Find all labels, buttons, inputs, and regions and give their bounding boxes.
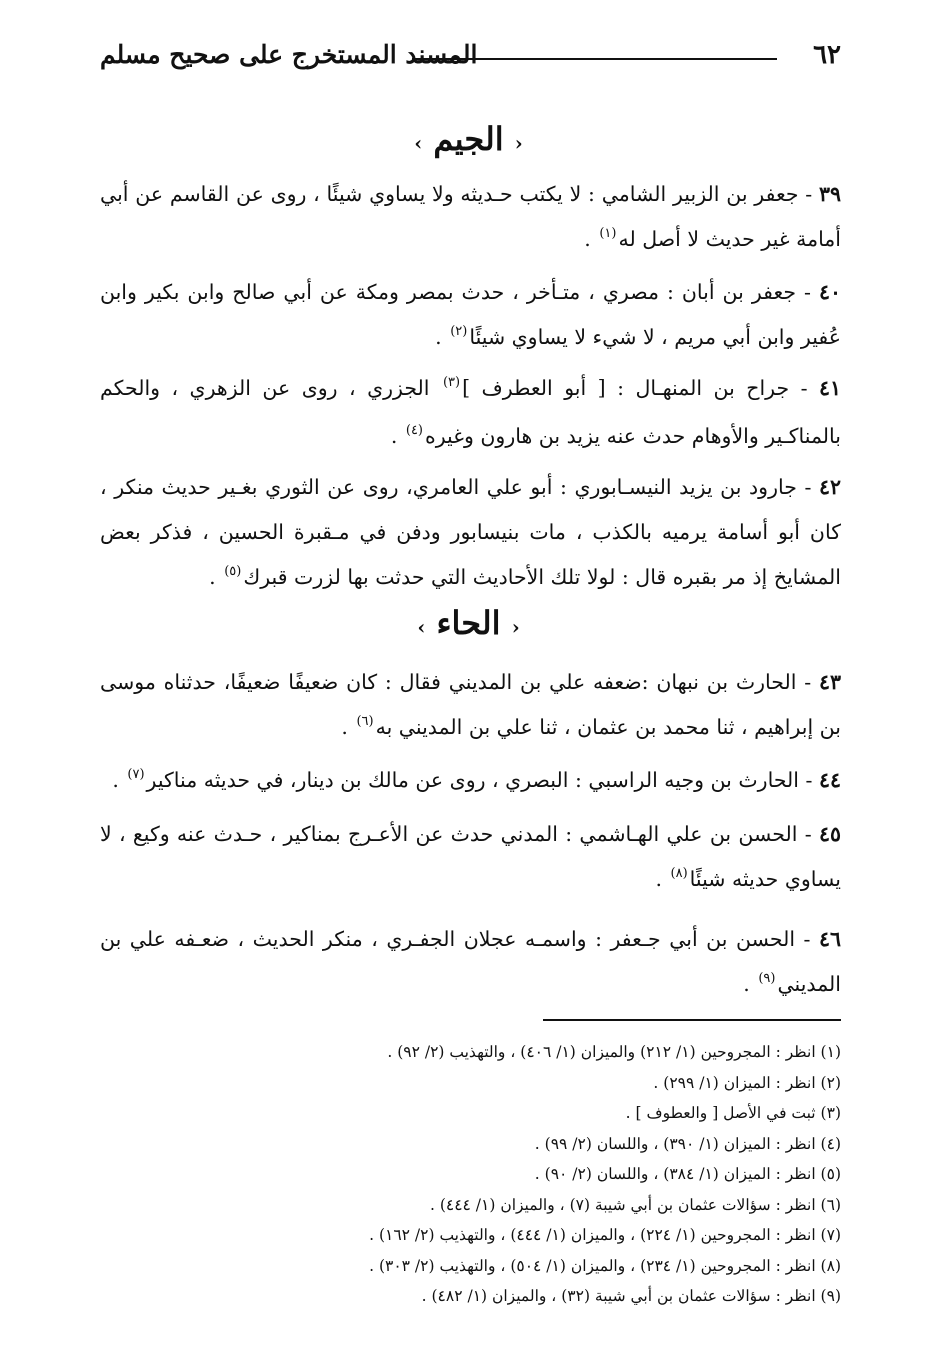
footnote-ref[interactable]: (٧): [127, 767, 145, 782]
entry-text: - جعفر بن الزبير الشامي : لا يكتب حـديثه ولا يساوي شيئًا ، روى عن القاسم عن أبي أمامة غير حديث لا أصل له: [100, 182, 841, 251]
footnote-9: (٩) انظر : سؤالات عثمان بن أبي شيبة (٣٢) ، والميزان (١/ ٤٨٢) .: [421, 1287, 841, 1305]
entry-text: - جعفر بن أبان : مصري ، متـأخر ، حدث بمصر ومكة عن أبي صالح وابن بكير وابن عُفير وابن أبي مريم ، لا شيء لا يساوي شيئًا: [100, 280, 841, 349]
footnote-ref[interactable]: (٦): [356, 714, 374, 729]
entry-number: ٤٢: [818, 475, 841, 499]
footnote-8: (٨) انظر : المجروحين (١/ ٢٣٤) ، والميزان (١/ ٥٠٤) ، والتهذيب (٢/ ٣٠٣) .: [369, 1256, 841, 1275]
entry-43: [100, 660, 841, 753]
section-heading-haa: [0, 604, 937, 642]
section-heading-jeem: [0, 120, 937, 158]
heading-bracket-close: ›: [417, 615, 426, 639]
entry-text: - جراح بن المنهـال : [ أبو العطرف ]: [462, 376, 819, 400]
heading-text: الجيم: [433, 120, 504, 158]
entry-number: ٤١: [818, 376, 841, 400]
entry-text: - الحارث بن نبهان :ضعفه علي بن المديني فقال : كان ضعيفًا ضعيفًا، حدثناه موسى بن إبراهيم ، ثنا محمد بن عثمان ، ثنا علي بن المديني به: [100, 670, 841, 739]
heading-bracket-open: ‹: [514, 131, 523, 155]
footnote-ref[interactable]: (٨): [670, 866, 688, 881]
entry-number: ٤٤: [818, 768, 841, 792]
entry-end: .: [112, 768, 126, 792]
footnote-ref[interactable]: (٥): [224, 564, 242, 579]
entry-number: ٤٦: [818, 927, 841, 951]
heading-bracket-close: ›: [414, 131, 423, 155]
footnote-7: (٧) انظر : المجروحين (١/ ٢٢٤) ، والميزان (١/ ٤٤٤) ، والتهذيب (٢/ ١٦٢) .: [369, 1226, 841, 1244]
entry-39: [100, 172, 841, 265]
entry-41: [100, 366, 841, 462]
footnote-3: (٣) ثبت في الأصل [ والعطوف ] .: [625, 1104, 841, 1122]
footnote-ref[interactable]: (٤): [405, 423, 423, 438]
entry-end: .: [435, 325, 449, 349]
footnote-5: (٥) انظر : الميزان (١/ ٣٨٤) ، واللسان (٢/ ٩٠) .: [534, 1165, 841, 1183]
entry-number: ٤٠: [818, 280, 841, 304]
entry-end: .: [209, 565, 223, 589]
running-header: [100, 38, 841, 78]
entry-46: [100, 917, 841, 1010]
entry-number: ٤٥: [818, 822, 841, 846]
entry-end: .: [341, 715, 355, 739]
entry-text: - الحسن بن علي الهـاشمي : المدني حدث عن الأعـرج بمناكير ، حـدث عنه وكيع ، لا يساوي حديثه شيئًا: [100, 822, 841, 891]
entry-text: الجزري ، روى عن الزهري ، والحكم بالمناكـير والأوهام حدث عنه يزيد بن هارون وغيره: [100, 376, 841, 448]
footnote-1: (١) انظر : المجروحين (١/ ٢١٢) والميزان (١/ ٤٠٦) ، والتهذيب (٢/ ٩٢) .: [387, 1043, 841, 1061]
heading-text: الحاء: [436, 604, 501, 642]
entry-text: - الحارث بن وجيه الراسبي : البصري ، روى عن مالك بن دينار، في حديثه مناكير: [146, 768, 819, 792]
entry-end: .: [743, 972, 757, 996]
entry-45: [100, 812, 841, 905]
footnote-2: (٢) انظر : الميزان (١/ ٢٩٩) .: [653, 1073, 841, 1092]
footnote-4: (٤) انظر : الميزان (١/ ٣٩٠) ، واللسان (٢/ ٩٩) .: [534, 1134, 841, 1153]
entry-end: .: [584, 227, 598, 251]
footnote-ref[interactable]: (٩): [758, 971, 776, 986]
footnotes: [100, 1037, 841, 1312]
footnote-separator: [543, 1019, 841, 1021]
page-number: ٦٢: [813, 40, 841, 70]
entry-40: [100, 270, 841, 363]
entry-number: ٤٣: [818, 670, 841, 694]
entry-end: .: [655, 867, 669, 891]
entry-text: - الحسن بن أبي جـعفر : واسمـه عجلان الجفـري ، منكر الحديث ، ضعـفه علي بن المديني: [100, 927, 841, 996]
entry-number: ٣٩: [818, 182, 841, 206]
entry-text: - جارود بن يزيد النيسـابوري : أبو علي العامري، روى عن الثوري بغـير حديث منكر ، كان أبو أسامة يرميه بالكذب ، مات بنيسابور ودفن في مـقبرة الحسين ، فذكر بعض المشايخ إذ مر بقبره قال : لولا تلك الأحاديث التي حدثت بها لزرت قبرك: [100, 475, 841, 589]
book-title: المسند المستخرج على صحيح مسلم: [100, 40, 478, 69]
footnote-ref[interactable]: (٢): [450, 324, 468, 339]
footnote-ref[interactable]: (١): [599, 226, 617, 241]
footnote-6: (٦) انظر : سؤالات عثمان بن أبي شيبة (٧) ، والميزان (١/ ٤٤٤) .: [429, 1195, 841, 1214]
entry-end: .: [390, 424, 404, 448]
entry-42: [100, 465, 841, 603]
heading-bracket-open: ‹: [511, 615, 520, 639]
footnote-ref[interactable]: (٣): [442, 375, 461, 390]
entry-44: [100, 758, 841, 806]
